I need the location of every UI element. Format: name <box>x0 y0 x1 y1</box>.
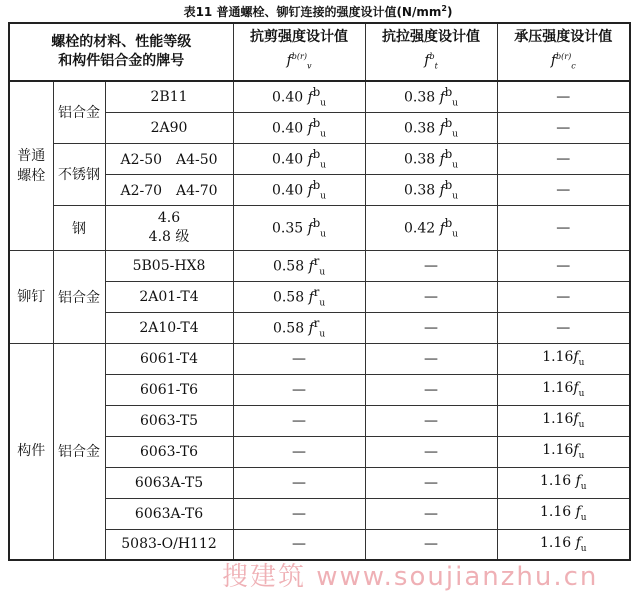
tension-cell: — <box>365 374 497 405</box>
tension-symbol: $f^b_t$ <box>424 52 438 71</box>
grade-cell: 2B11 <box>105 81 233 112</box>
shear-cell: 0.40 $f^b_u$ <box>233 174 365 205</box>
shear-cell: — <box>233 374 365 405</box>
bearing-cell: $1.16f_u$ <box>497 374 630 405</box>
grade-cell: 6063A-T6 <box>105 498 233 529</box>
subgroup-aluminum: 铝合金 <box>53 343 105 560</box>
grade-cell: 2A90 <box>105 112 233 143</box>
shear-cell: 0.40 $f^b_u$ <box>233 112 365 143</box>
tension-cell: — <box>365 436 497 467</box>
subgroup-aluminum: 铝合金 <box>53 81 105 143</box>
shear-cell: — <box>233 467 365 498</box>
shear-cell: — <box>233 343 365 374</box>
shear-cell: 0.35 $f^b_u$ <box>233 205 365 250</box>
shear-cell: 0.58 $f^r_u$ <box>233 250 365 281</box>
group-bolt: 普通 螺栓 <box>9 81 53 250</box>
table-title: 表11 普通螺栓、铆钉连接的强度设计值$(N/mm^2)$ <box>183 4 453 19</box>
bearing-cell: $1.16f_u$ <box>497 436 630 467</box>
bearing-cell: — <box>497 250 630 281</box>
tension-cell: — <box>365 498 497 529</box>
bearing-cell: — <box>497 205 630 250</box>
header-bearing: 承压强度设计值 $f^{b(r)}_c$ <box>497 23 630 81</box>
tension-cell: — <box>365 281 497 312</box>
shear-cell: 0.58 $f^r_u$ <box>233 312 365 343</box>
site-watermark: 搜建筑 www.soujianzhu.cn <box>222 562 599 592</box>
strength-design-table <box>8 22 631 561</box>
bearing-cell: — <box>497 281 630 312</box>
table-row <box>9 205 630 250</box>
tension-cell: 0.38 $f^b_u$ <box>365 81 497 112</box>
grade-cell: 5083-O/H112 <box>105 529 233 560</box>
bearing-cell: — <box>497 143 630 174</box>
bearing-cell: 1.16 $f_u$ <box>497 498 630 529</box>
shear-cell: 0.58 $f^r_u$ <box>233 281 365 312</box>
tension-cell: 0.38 $f^b_u$ <box>365 143 497 174</box>
subgroup-stainless: 不锈钢 <box>53 143 105 205</box>
grade-cell: A2-50 A4-50 <box>105 143 233 174</box>
tension-cell: 0.38 $f^b_u$ <box>365 174 497 205</box>
grade-cell: 6063A-T5 <box>105 467 233 498</box>
bearing-cell: — <box>497 81 630 112</box>
bearing-cell: $1.16f_u$ <box>497 405 630 436</box>
grade-cell: 4.6 4.8 级 <box>105 205 233 250</box>
table-row <box>9 343 630 374</box>
bearing-cell: — <box>497 312 630 343</box>
grade-cell: 6063-T6 <box>105 436 233 467</box>
tension-cell: — <box>365 529 497 560</box>
tension-cell: 0.38 $f^b_u$ <box>365 112 497 143</box>
subgroup-steel: 钢 <box>53 205 105 250</box>
grade-cell: 2A01-T4 <box>105 281 233 312</box>
bearing-cell: 1.16 $f_u$ <box>497 529 630 560</box>
subgroup-aluminum: 铝合金 <box>53 250 105 343</box>
grade-cell: 5B05-HX8 <box>105 250 233 281</box>
header-tension: 抗拉强度设计值 $f^b_t$ <box>365 23 497 81</box>
grade-cell: 6061-T4 <box>105 343 233 374</box>
group-member: 构件 <box>9 343 53 560</box>
tension-cell: — <box>365 405 497 436</box>
shear-cell: 0.40 $f^b_u$ <box>233 143 365 174</box>
grade-cell: 6061-T6 <box>105 374 233 405</box>
table-row <box>9 250 630 281</box>
shear-cell: 0.40 $f^b_u$ <box>233 81 365 112</box>
header-material: 螺栓的材料、性能等级 和构件铝合金的牌号 <box>9 23 233 81</box>
bearing-cell: — <box>497 174 630 205</box>
shear-symbol: $f^{b(r)}_v$ <box>286 52 312 71</box>
grade-cell: 6063-T5 <box>105 405 233 436</box>
tension-cell: — <box>365 467 497 498</box>
shear-cell: — <box>233 436 365 467</box>
bearing-cell: — <box>497 112 630 143</box>
bearing-cell: $1.16f_u$ <box>497 343 630 374</box>
shear-cell: — <box>233 498 365 529</box>
table-row <box>9 143 630 174</box>
tension-cell: — <box>365 250 497 281</box>
bearing-cell: 1.16 $f_u$ <box>497 467 630 498</box>
grade-cell: A2-70 A4-70 <box>105 174 233 205</box>
table-header-row <box>9 23 630 81</box>
header-shear: 抗剪强度设计值 $f^{b(r)}_v$ <box>233 23 365 81</box>
bearing-symbol: $f^{b(r)}_c$ <box>550 52 576 71</box>
tension-cell: — <box>365 343 497 374</box>
tension-cell: — <box>365 312 497 343</box>
shear-cell: — <box>233 529 365 560</box>
grade-cell: 2A10-T4 <box>105 312 233 343</box>
group-rivet: 铆钉 <box>9 250 53 343</box>
shear-cell: — <box>233 405 365 436</box>
table-row <box>9 81 630 112</box>
tension-cell: 0.42 $f^b_u$ <box>365 205 497 250</box>
